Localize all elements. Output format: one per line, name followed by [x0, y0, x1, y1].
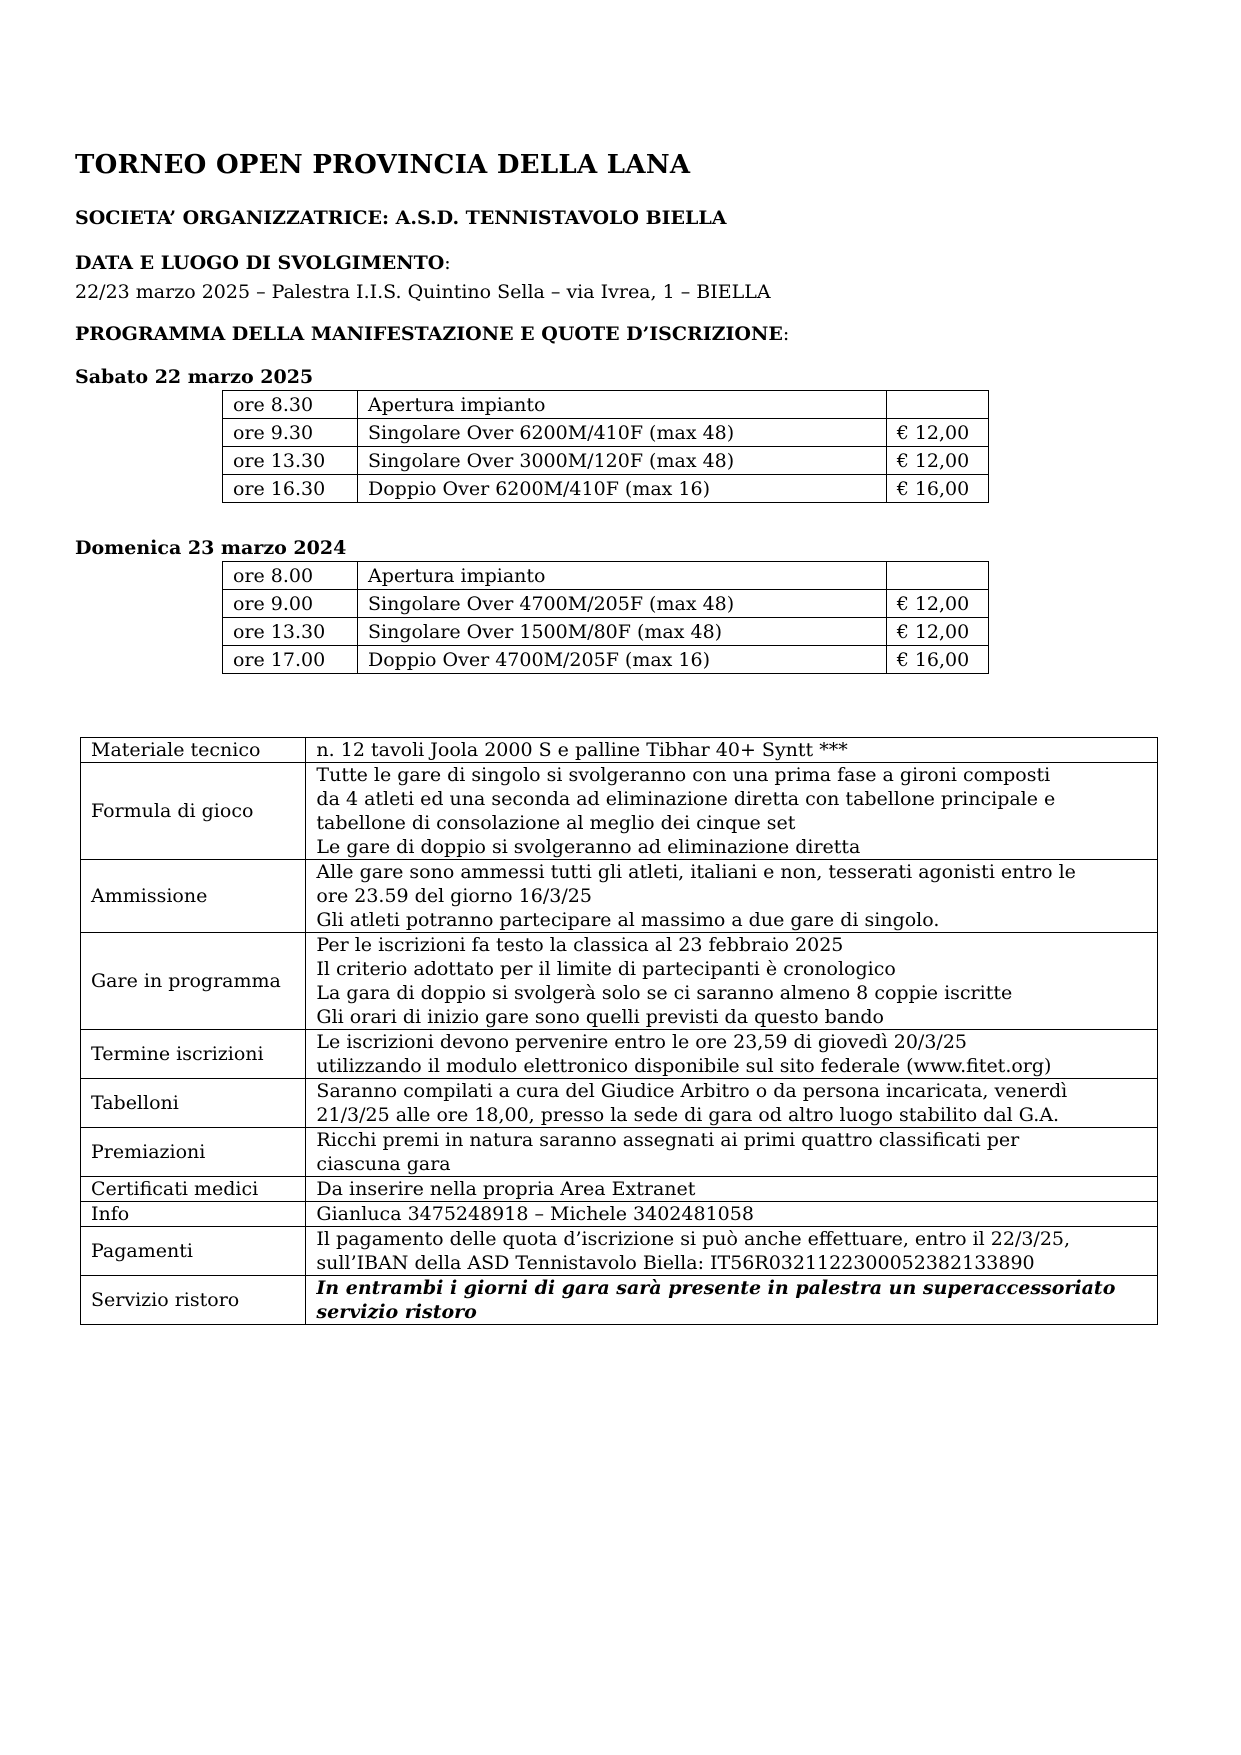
day2-schedule-table	[222, 561, 989, 674]
info-line: 21/3/25 alle ore 18,00, presso la sede di gara od altro luogo stabilito dal G.A.	[316, 1104, 1060, 1126]
table-row	[223, 447, 989, 475]
table-row	[81, 1202, 1158, 1227]
schedule-time: ore 9.30	[223, 419, 358, 447]
info-line: Ricchi premi in natura saranno assegnati ai primi quattro classificati per	[316, 1129, 1020, 1151]
program-heading	[75, 323, 789, 345]
info-value	[306, 1202, 1158, 1227]
schedule-event: Singolare Over 1500M/80F (max 48)	[357, 618, 886, 646]
table-row	[81, 1227, 1158, 1276]
info-value	[306, 1177, 1158, 1202]
schedule-event: Doppio Over 6200M/410F (max 16)	[357, 475, 886, 503]
info-label: Pagamenti	[81, 1227, 306, 1276]
info-line: Saranno compilati a cura del Giudice Arbitro o da persona incaricata, venerdì	[316, 1080, 1068, 1102]
schedule-time: ore 17.00	[223, 646, 358, 674]
info-value	[306, 933, 1158, 1030]
info-line: Le gare di doppio si svolgeranno ad eliminazione diretta	[316, 836, 861, 858]
table-row	[81, 738, 1158, 763]
schedule-time: ore 13.30	[223, 447, 358, 475]
info-line: La gara di doppio si svolgerà solo se ci saranno almeno 8 coppie iscritte	[316, 982, 1013, 1004]
table-row	[223, 391, 989, 419]
table-row	[81, 1079, 1158, 1128]
info-line: ore 23.59 del giorno 16/3/25	[316, 885, 592, 907]
info-line: da 4 atleti ed una seconda ad eliminazione diretta con tabellone principale e	[316, 788, 1056, 810]
venue-heading-text: DATA E LUOGO DI SVOLGIMENTO	[75, 252, 445, 274]
info-value	[306, 1227, 1158, 1276]
table-row	[81, 1128, 1158, 1177]
schedule-time: ore 13.30	[223, 618, 358, 646]
table-row	[223, 562, 989, 590]
info-line: n. 12 tavoli Joola 2000 S e palline Tibhar 40+ Syntt ***	[316, 739, 848, 761]
table-row	[223, 618, 989, 646]
schedule-fee: € 12,00	[886, 419, 988, 447]
info-line: Il pagamento delle quota d’iscrizione si può anche effettuare, entro il 22/3/25,	[316, 1228, 1071, 1250]
info-value	[306, 860, 1158, 933]
schedule-fee: € 12,00	[886, 590, 988, 618]
venue-text: 22/23 marzo 2025 – Palestra I.I.S. Quintino Sella – via Ivrea, 1 – BIELLA	[75, 281, 771, 303]
info-line: Per le iscrizioni fa testo la classica al 23 febbraio 2025	[316, 934, 844, 956]
info-label: Gare in programma	[81, 933, 306, 1030]
info-label: Servizio ristoro	[81, 1276, 306, 1325]
info-label: Ammissione	[81, 860, 306, 933]
info-line: Il criterio adottato per il limite di partecipanti è cronologico	[316, 958, 896, 980]
schedule-fee: € 16,00	[886, 475, 988, 503]
info-value	[306, 763, 1158, 860]
info-line: Gli orari di inizio gare sono quelli previsti da questo bando	[316, 1006, 884, 1028]
info-line: tabellone di consolazione al meglio dei cinque set	[316, 812, 796, 834]
schedule-event: Apertura impianto	[357, 562, 886, 590]
venue-heading	[75, 252, 451, 274]
schedule-fee: € 16,00	[886, 646, 988, 674]
info-label: Materiale tecnico	[81, 738, 306, 763]
table-row	[223, 590, 989, 618]
info-line: Gianluca 3475248918 – Michele 3402481058	[316, 1203, 754, 1225]
schedule-event: Doppio Over 4700M/205F (max 16)	[357, 646, 886, 674]
table-row	[223, 475, 989, 503]
info-line: Gli atleti potranno partecipare al massimo a due gare di singolo.	[316, 909, 940, 931]
info-value	[306, 1079, 1158, 1128]
schedule-time: ore 8.30	[223, 391, 358, 419]
program-heading-colon: :	[782, 323, 790, 345]
document-title: TORNEO OPEN PROVINCIA DELLA LANA	[75, 150, 691, 180]
info-line: Le iscrizioni devono pervenire entro le ore 23,59 di giovedì 20/3/25	[316, 1031, 968, 1053]
table-row	[81, 763, 1158, 860]
schedule-event: Singolare Over 4700M/205F (max 48)	[357, 590, 886, 618]
info-line: Alle gare sono ammessi tutti gli atleti, italiani e non, tesserati agonisti entro le	[316, 861, 1076, 883]
info-line: servizio ristoro	[316, 1301, 477, 1323]
schedule-time: ore 8.00	[223, 562, 358, 590]
info-line: Tutte le gare di singolo si svolgeranno con una prima fase a gironi composti	[316, 764, 1051, 786]
table-row	[81, 860, 1158, 933]
schedule-fee	[886, 562, 988, 590]
table-row	[81, 1177, 1158, 1202]
venue-heading-colon: :	[444, 252, 451, 274]
day2-label: Domenica 23 marzo 2024	[75, 537, 347, 559]
table-row	[223, 646, 989, 674]
info-label: Certificati medici	[81, 1177, 306, 1202]
info-label: Tabelloni	[81, 1079, 306, 1128]
table-row	[81, 933, 1158, 1030]
info-value	[306, 1276, 1158, 1325]
info-line: sull’IBAN della ASD Tennistavolo Biella: IT56R0321122300052382133890	[316, 1252, 1035, 1274]
info-label: Formula di gioco	[81, 763, 306, 860]
info-label: Premiazioni	[81, 1128, 306, 1177]
info-line: In entrambi i giorni di gara sarà presente in palestra un superaccessoriato	[316, 1277, 1116, 1299]
schedule-time: ore 16.30	[223, 475, 358, 503]
table-row	[81, 1276, 1158, 1325]
program-heading-text: PROGRAMMA DELLA MANIFESTAZIONE E QUOTE D’ISCRIZIONE	[75, 323, 783, 345]
info-label: Info	[81, 1202, 306, 1227]
info-value	[306, 1030, 1158, 1079]
organizer-line: SOCIETA’ ORGANIZZATRICE: A.S.D. TENNISTAVOLO BIELLA	[75, 207, 727, 229]
info-value	[306, 1128, 1158, 1177]
info-value	[306, 738, 1158, 763]
info-line: Da inserire nella propria Area Extranet	[316, 1178, 696, 1200]
tournament-info-table	[80, 737, 1158, 1325]
info-line: utilizzando il modulo elettronico disponibile sul sito federale (www.fitet.org)	[316, 1055, 1052, 1077]
info-line: ciascuna gara	[316, 1153, 451, 1175]
schedule-event: Singolare Over 3000M/120F (max 48)	[357, 447, 886, 475]
day1-label: Sabato 22 marzo 2025	[75, 366, 314, 388]
schedule-event: Apertura impianto	[357, 391, 886, 419]
schedule-fee: € 12,00	[886, 618, 988, 646]
table-row	[223, 419, 989, 447]
day1-schedule-table	[222, 390, 989, 503]
schedule-time: ore 9.00	[223, 590, 358, 618]
table-row	[81, 1030, 1158, 1079]
schedule-event: Singolare Over 6200M/410F (max 48)	[357, 419, 886, 447]
info-label: Termine iscrizioni	[81, 1030, 306, 1079]
schedule-fee	[886, 391, 988, 419]
schedule-fee: € 12,00	[886, 447, 988, 475]
